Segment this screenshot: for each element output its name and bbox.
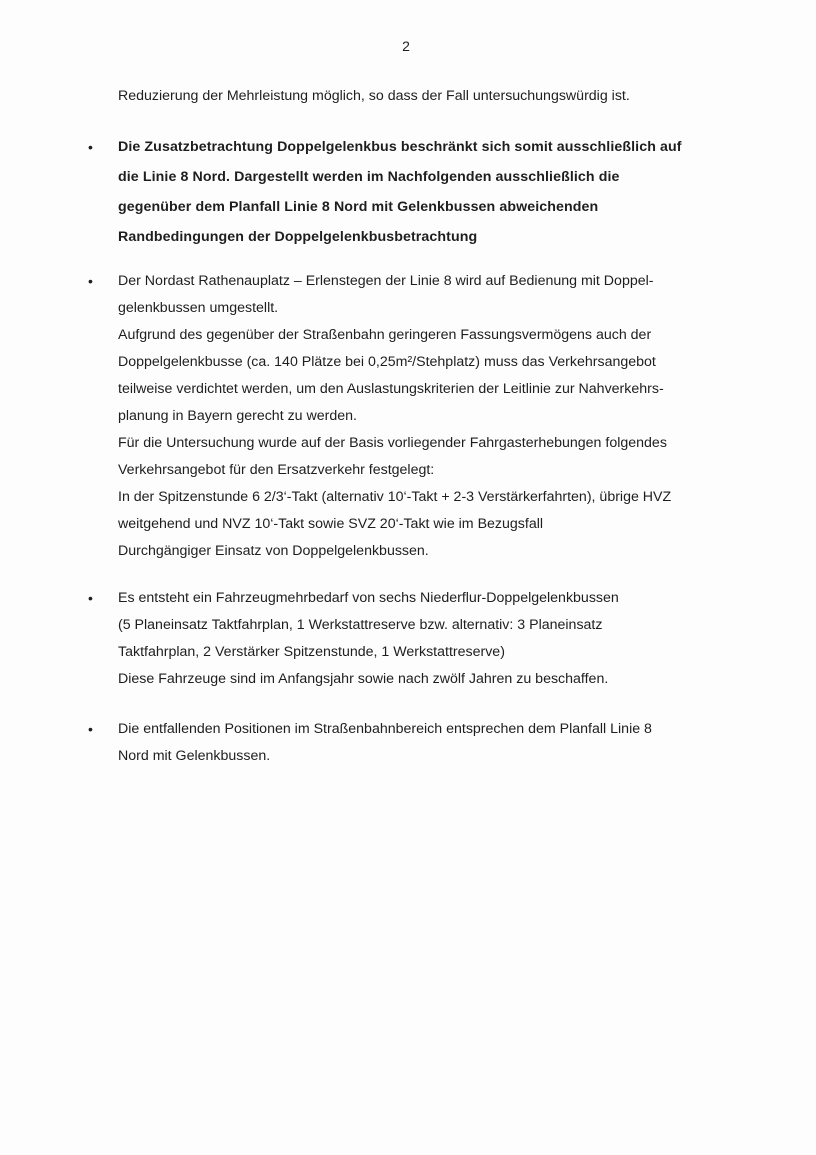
text-line: (5 Planeinsatz Taktfahrplan, 1 Werkstattreserve bzw. alternativ: 3 Planeinsatz xyxy=(118,617,603,633)
bullet-item-fahrzeugmehrbedarf xyxy=(88,585,748,693)
text-line: gelenkbussen umgestellt. xyxy=(118,300,279,316)
bullet-marker: • xyxy=(88,273,93,289)
text-line: Die Zusatzbetrachtung Doppelgelenkbus beschränkt sich somit ausschließlich auf xyxy=(118,139,682,155)
bullet-item-nordast xyxy=(88,268,748,565)
bullet-item-entfallende-positionen xyxy=(88,716,748,770)
text-line: Taktfahrplan, 2 Verstärker Spitzenstunde, 1 Werkstattreserve) xyxy=(118,644,505,660)
bullet-text xyxy=(118,268,748,565)
bullet-text xyxy=(118,716,748,770)
text-line: Verkehrsangebot für den Ersatzverkehr festgelegt: xyxy=(118,462,435,478)
text-line: Doppelgelenkbusse (ca. 140 Plätze bei 0,25m²/Stehplatz) muss das Verkehrsangebot xyxy=(118,354,656,370)
text-line: Der Nordast Rathenauplatz – Erlenstegen der Linie 8 wird auf Bedienung mit Doppel- xyxy=(118,273,654,289)
bullet-item-zusatzbetrachtung xyxy=(88,132,748,252)
intro-paragraph: Reduzierung der Mehrleistung möglich, so dass der Fall untersuchungswürdig ist. xyxy=(118,88,630,104)
text-line: Es entsteht ein Fahrzeugmehrbedarf von sechs Niederflur-Doppelgelenkbussen xyxy=(118,590,619,606)
text-line: Durchgängiger Einsatz von Doppelgelenkbussen. xyxy=(118,543,429,559)
text-line: die Linie 8 Nord. Dargestellt werden im Nachfolgenden ausschließlich die xyxy=(118,169,620,185)
bullet-marker: • xyxy=(88,139,93,155)
bullet-text xyxy=(118,585,748,693)
text-line: Die entfallenden Positionen im Straßenbahnbereich entsprechen dem Planfall Linie 8 xyxy=(118,721,652,737)
text-line: Aufgrund des gegenüber der Straßenbahn geringeren Fassungsvermögens auch der xyxy=(118,327,652,343)
text-line: Nord mit Gelenkbussen. xyxy=(118,748,271,764)
text-line: Diese Fahrzeuge sind im Anfangsjahr sowie nach zwölf Jahren zu beschaffen. xyxy=(118,671,609,687)
page-number: 2 xyxy=(402,38,410,54)
text-line: planung in Bayern gerecht zu werden. xyxy=(118,408,357,424)
bullet-text xyxy=(118,132,748,252)
text-line: Randbedingungen der Doppelgelenkbusbetrachtung xyxy=(118,229,478,245)
bullet-marker: • xyxy=(88,721,93,737)
text-line: gegenüber dem Planfall Linie 8 Nord mit Gelenkbussen abweichenden xyxy=(118,199,599,215)
text-line: weitgehend und NVZ 10‘-Takt sowie SVZ 20‘-Takt wie im Bezugsfall xyxy=(118,516,544,532)
text-line: In der Spitzenstunde 6 2/3‘-Takt (alternativ 10‘-Takt + 2-3 Verstärkerfahrten), übrige HVZ xyxy=(118,489,672,505)
bullet-marker: • xyxy=(88,590,93,606)
text-line: Für die Untersuchung wurde auf der Basis vorliegender Fahrgasterhebungen folgendes xyxy=(118,435,667,451)
text-line: teilweise verdichtet werden, um den Auslastungskriterien der Leitlinie zur Nahverkehrs- xyxy=(118,381,664,397)
